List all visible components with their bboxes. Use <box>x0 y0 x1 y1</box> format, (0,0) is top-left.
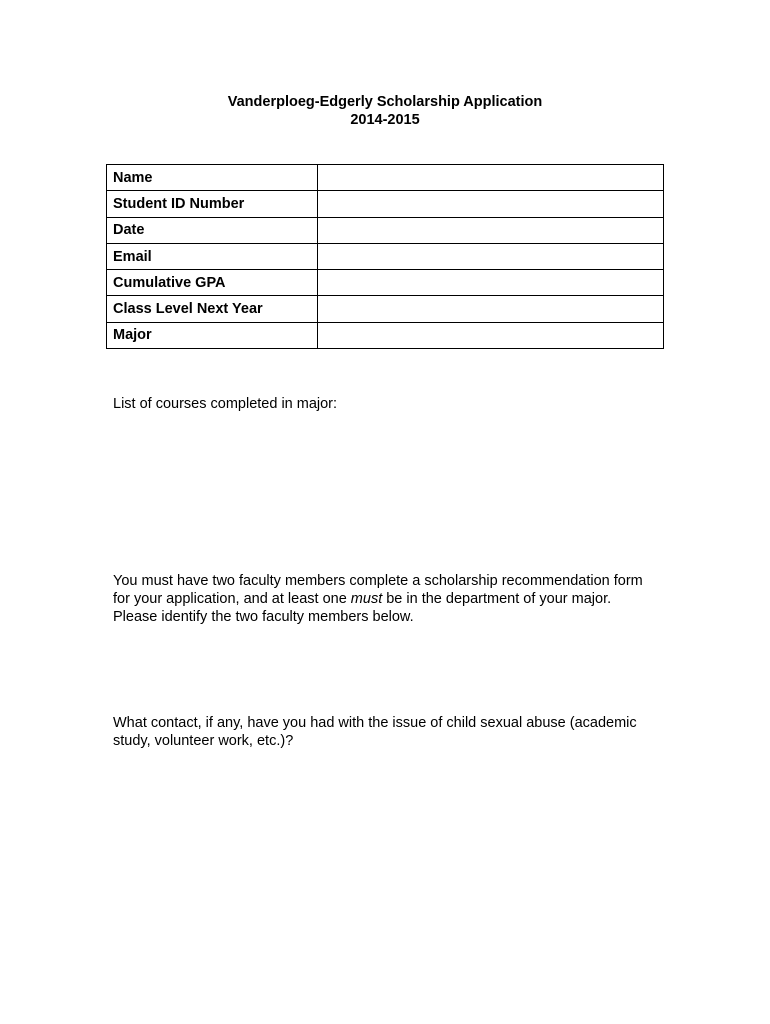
faculty-line-1: You must have two faculty members complete a scholarship recommendation form <box>113 573 643 589</box>
faculty-line-2-end: be in the department of your major. <box>382 591 612 607</box>
class-level-label: Class Level Next Year <box>107 296 318 322</box>
table-row <box>107 270 664 296</box>
email-field[interactable] <box>317 243 663 269</box>
class-level-field[interactable] <box>317 296 663 322</box>
document-year: 2014-2015 <box>350 112 420 128</box>
date-label: Date <box>107 217 318 243</box>
email-label: Email <box>107 243 318 269</box>
major-label: Major <box>107 322 318 348</box>
student-id-label: Student ID Number <box>107 191 318 217</box>
table-row <box>107 243 664 269</box>
name-field[interactable] <box>317 165 663 191</box>
contact-line-2: study, volunteer work, etc.)? <box>113 733 294 749</box>
name-label: Name <box>107 165 318 191</box>
table-row <box>107 217 664 243</box>
table-row <box>107 191 664 217</box>
student-id-field[interactable] <box>317 191 663 217</box>
table-row <box>107 296 664 322</box>
date-field[interactable] <box>317 217 663 243</box>
faculty-line-2-emphasis: must <box>350 591 383 607</box>
major-field[interactable] <box>317 322 663 348</box>
cumulative-gpa-field[interactable] <box>317 270 663 296</box>
faculty-instructions <box>113 572 683 626</box>
contact-line-1: What contact, if any, have you had with the issue of child sexual abuse (academic <box>113 715 637 731</box>
faculty-line-2 <box>113 590 683 608</box>
table-row <box>107 322 664 348</box>
faculty-line-3: Please identify the two faculty members below. <box>113 609 414 625</box>
faculty-line-2-start: for your application, and at least one <box>113 591 351 607</box>
cumulative-gpa-label: Cumulative GPA <box>107 270 318 296</box>
document-title: Vanderploeg-Edgerly Scholarship Application <box>227 94 543 110</box>
table-row <box>107 165 664 191</box>
contact-question <box>113 714 683 750</box>
courses-prompt: List of courses completed in major: <box>113 396 338 412</box>
applicant-info-table <box>106 164 664 349</box>
